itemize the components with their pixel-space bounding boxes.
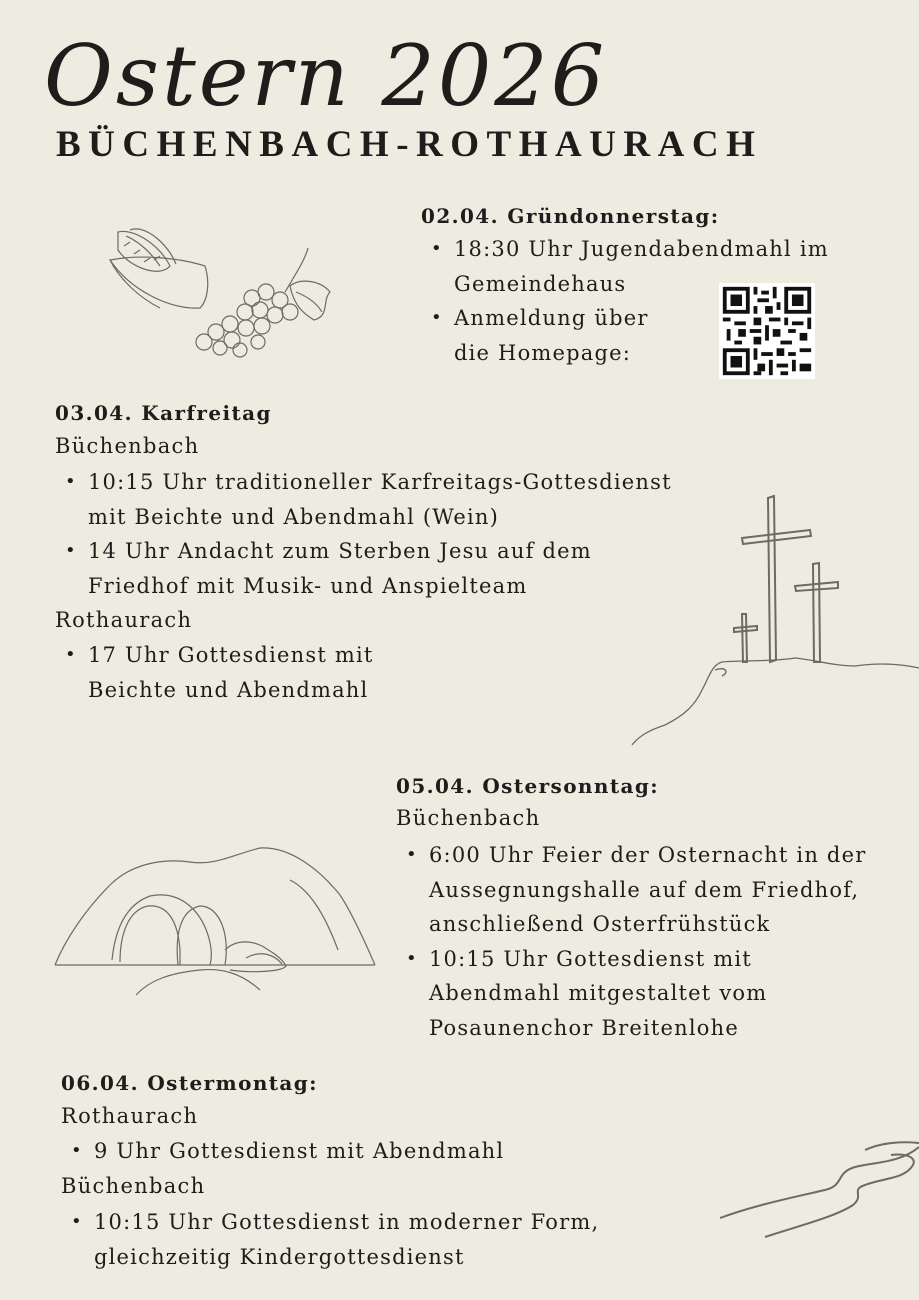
- empty-tomb-illustration: [50, 840, 380, 1000]
- list-item-text: Anmeldung über die Homepage:: [454, 306, 649, 365]
- list-item-text: 10:15 Uhr Gottesdienst mit Abendmahl mitgestaltet vom Posaunenchor Breitenlohe: [429, 946, 768, 1040]
- thursday-heading: 02.04. Gründonnerstag:: [421, 204, 720, 228]
- friday-location-2: Rothaurach: [55, 608, 193, 632]
- list-item: [61, 1205, 661, 1274]
- three-crosses-illustration: [630, 490, 919, 750]
- friday-list-2: [55, 638, 435, 707]
- list-item-text: 14 Uhr Andacht zum Sterben Jesu auf dem Friedhof mit Musik- und Anspielteam: [88, 539, 592, 598]
- list-item-text: 6:00 Uhr Feier der Osternacht in der Aussegnungshalle auf dem Friedhof, anschließend Osterfrühstück: [429, 843, 867, 936]
- list-item: [55, 638, 435, 707]
- monday-location-1: Rothaurach: [61, 1104, 199, 1128]
- sunday-heading: 05.04. Ostersonntag:: [396, 774, 659, 798]
- list-item-text: 17 Uhr Gottesdienst mit Beichte und Abendmahl: [88, 643, 374, 702]
- sunday-location-1: Büchenbach: [396, 806, 541, 830]
- sunday-list-1: [396, 838, 916, 1045]
- bread-and-grapes-illustration: [100, 220, 340, 365]
- friday-location-1: Büchenbach: [55, 434, 200, 458]
- page-subtitle: BÜCHENBACH-ROTHAURACH: [56, 124, 763, 165]
- qr-code-icon: [719, 283, 815, 379]
- list-item-text: 10:15 Uhr Gottesdienst in moderner Form, gleichzeitig Kindergottesdienst: [94, 1210, 600, 1269]
- page-title: Ostern 2026: [44, 27, 608, 125]
- path-illustration: [715, 1135, 919, 1245]
- friday-heading: 03.04. Karfreitag: [55, 401, 272, 425]
- list-item: [396, 942, 916, 1046]
- monday-list-1: [61, 1134, 581, 1169]
- list-item: [396, 838, 916, 942]
- list-item-text: 10:15 Uhr traditioneller Karfreitags-Gottesdienst mit Beichte und Abendmahl (Wein): [88, 470, 672, 529]
- monday-heading: 06.04. Ostermontag:: [61, 1071, 318, 1095]
- list-item-text: 18:30 Uhr Jugendabendmahl im Gemeindehaus: [454, 237, 829, 296]
- list-item-text: 9 Uhr Gottesdienst mit Abendmahl: [94, 1139, 505, 1163]
- qr-code[interactable]: [719, 283, 815, 379]
- monday-list-2: [61, 1205, 661, 1274]
- list-item: [61, 1134, 581, 1169]
- monday-location-2: Büchenbach: [61, 1174, 206, 1198]
